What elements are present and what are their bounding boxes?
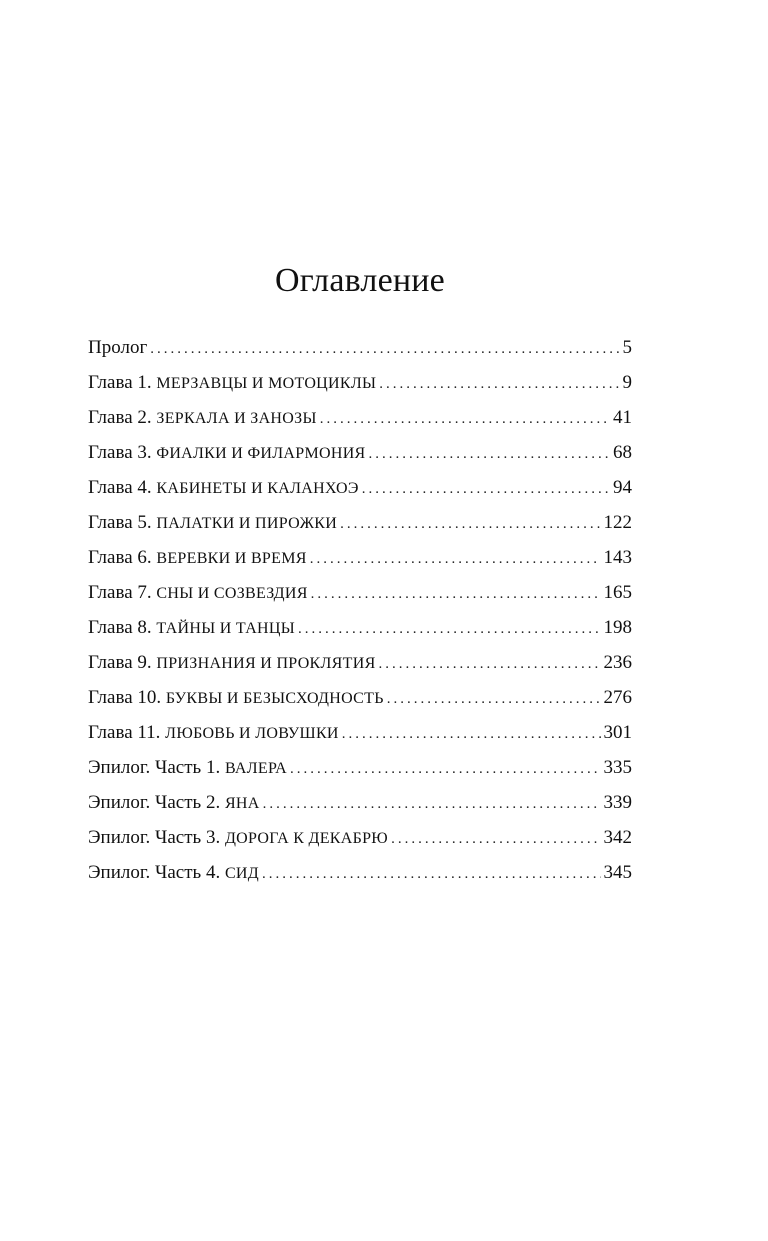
toc-dot-leader [387, 685, 601, 713]
toc-entry-prefix: Глава 1. [88, 372, 152, 393]
toc-entry-title: МЕРЗАВЦЫ И МОТОЦИКЛЫ [156, 375, 377, 392]
toc-page-number: 122 [603, 512, 632, 533]
toc-dot-leader [320, 405, 610, 433]
toc-entry-label [88, 649, 376, 678]
toc-entry-3 [88, 439, 632, 474]
toc-page-number: 276 [603, 687, 632, 708]
toc-page-number: 41 [613, 407, 632, 428]
toc-dot-leader [150, 335, 619, 363]
toc-page-number: 165 [603, 582, 632, 603]
toc-entry-15 [88, 859, 632, 894]
toc-entry-title: СИД [224, 865, 259, 882]
toc-page-number: 339 [603, 792, 632, 813]
toc-page-number: 342 [603, 827, 632, 848]
toc-entry-label [88, 404, 317, 433]
toc-page-number: 143 [603, 547, 632, 568]
toc-entry-label [88, 824, 388, 853]
page-title: Оглавление [275, 262, 445, 299]
toc-entry-title: ЯНА [224, 795, 260, 812]
toc-entry-prefix: Глава 6. [88, 547, 152, 568]
toc-entry-label [88, 719, 339, 748]
toc-entry-9 [88, 649, 632, 684]
toc-entry-label [88, 474, 359, 503]
toc-page-number: 198 [603, 617, 632, 638]
toc-dot-leader [342, 720, 601, 748]
toc-entry-prefix: Эпилог. Часть 4. [88, 862, 221, 883]
toc-entry-0 [88, 334, 632, 369]
toc-entry-14 [88, 824, 632, 859]
toc-entry-label [88, 439, 366, 468]
toc-page-number: 9 [622, 372, 632, 393]
toc-entry-title: СНЫ И СОЗВЕЗДИЯ [156, 585, 308, 602]
toc-entry-label [88, 369, 376, 398]
toc-entry-13 [88, 789, 632, 824]
toc-entry-prefix: Глава 2. [88, 407, 152, 428]
toc-dot-leader [262, 860, 601, 888]
toc-page-number: 345 [603, 862, 632, 883]
toc-entry-title: БУКВЫ И БЕЗЫСХОДНОСТЬ [165, 690, 384, 707]
toc-entry-label [88, 614, 295, 643]
toc-entry-title: ЗЕРКАЛА И ЗАНОЗЫ [156, 410, 317, 427]
toc-entry-6 [88, 544, 632, 579]
toc-entry-label [88, 789, 260, 818]
toc-page-number: 335 [603, 757, 632, 778]
toc-page-number: 301 [603, 722, 632, 743]
toc-entry-prefix: Эпилог. Часть 1. [88, 757, 221, 778]
table-of-contents [88, 334, 632, 894]
toc-entry-label [88, 754, 287, 783]
toc-dot-leader [310, 545, 601, 573]
toc-entry-title: ВЕРЕВКИ И ВРЕМЯ [156, 550, 307, 567]
toc-entry-title: КАБИНЕТЫ И КАЛАНХОЭ [156, 480, 359, 497]
toc-entry-11 [88, 719, 632, 754]
toc-entry-prefix: Глава 10. [88, 687, 162, 708]
toc-entry-label [88, 334, 147, 362]
toc-dot-leader [391, 825, 600, 853]
toc-entry-prefix: Глава 8. [88, 617, 152, 638]
toc-entry-prefix: Глава 3. [88, 442, 152, 463]
toc-page-number: 236 [603, 652, 632, 673]
toc-entry-title: ПРИЗНАНИЯ И ПРОКЛЯТИЯ [156, 655, 376, 672]
toc-entry-prefix: Глава 4. [88, 477, 152, 498]
toc-entry-prefix: Глава 5. [88, 512, 152, 533]
toc-entry-prefix: Глава 9. [88, 652, 152, 673]
toc-entry-label [88, 579, 308, 608]
toc-entry-7 [88, 579, 632, 614]
toc-dot-leader [362, 475, 610, 503]
toc-page-number: 94 [613, 477, 632, 498]
toc-dot-leader [379, 650, 601, 678]
toc-entry-label [88, 509, 337, 538]
toc-entry-8 [88, 614, 632, 649]
toc-page-number: 5 [622, 337, 632, 358]
toc-entry-10 [88, 684, 632, 719]
toc-dot-leader [379, 370, 619, 398]
toc-entry-12 [88, 754, 632, 789]
toc-dot-leader [290, 755, 600, 783]
toc-entry-2 [88, 404, 632, 439]
toc-entry-label [88, 684, 384, 713]
toc-entry-5 [88, 509, 632, 544]
toc-entry-prefix: Глава 7. [88, 582, 152, 603]
toc-entry-title: ТАЙНЫ И ТАНЦЫ [156, 620, 296, 637]
toc-entry-title: ВАЛЕРА [224, 760, 288, 777]
toc-dot-leader [369, 440, 610, 468]
toc-dot-leader [311, 580, 601, 608]
toc-entry-title: ФИАЛКИ И ФИЛАРМОНИЯ [156, 445, 366, 462]
toc-entry-title: ПАЛАТКИ И ПИРОЖКИ [156, 515, 338, 532]
toc-entry-label [88, 859, 259, 888]
toc-entry-prefix: Эпилог. Часть 2. [88, 792, 221, 813]
toc-page-number: 68 [613, 442, 632, 463]
toc-dot-leader [298, 615, 600, 643]
toc-entry-4 [88, 474, 632, 509]
toc-entry-prefix: Глава 11. [88, 722, 161, 743]
toc-entry-title: ДОРОГА К ДЕКАБРЮ [224, 830, 389, 847]
toc-entry-1 [88, 369, 632, 404]
toc-dot-leader [340, 510, 600, 538]
toc-entry-label [88, 544, 307, 573]
toc-entry-prefix: Эпилог. Часть 3. [88, 827, 221, 848]
toc-entry-title: ЛЮБОВЬ И ЛОВУШКИ [165, 725, 339, 742]
toc-dot-leader [263, 790, 601, 818]
toc-entry-prefix: Пролог [88, 337, 148, 358]
